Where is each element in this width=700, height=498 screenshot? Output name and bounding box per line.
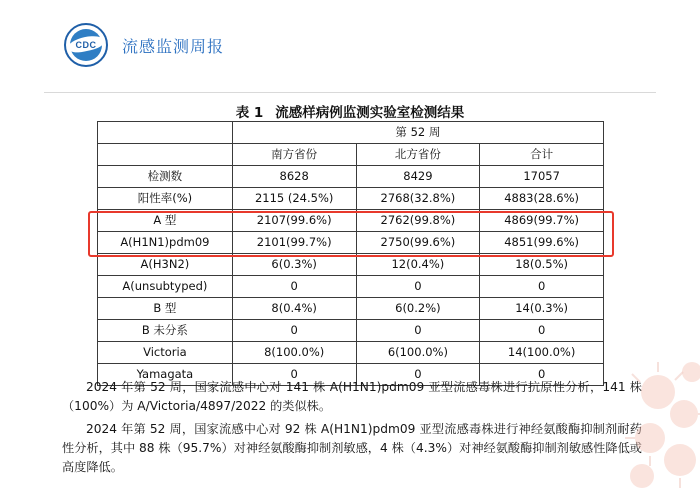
cell-unsubtyped-total: 0 [480, 276, 604, 298]
cell-positive-rate-total: 4883(28.6%) [480, 188, 604, 210]
cell-victoria-south: 8(100.0%) [232, 342, 356, 364]
cell-h3n2-south: 6(0.3%) [232, 254, 356, 276]
table-row [98, 342, 604, 364]
cell-type-b-south: 8(0.4%) [232, 298, 356, 320]
row-label-unsubtyped: A(unsubtyped) [98, 276, 233, 298]
table-header-row-region [98, 144, 604, 166]
cell-h1n1pdm09-north: 2750(99.6%) [356, 232, 480, 254]
table-row [98, 232, 604, 254]
row-label-yamagata: Yamagata [98, 364, 233, 386]
table-row [98, 210, 604, 232]
row-label-positive-rate: 阳性率(%) [98, 188, 233, 210]
table-row [98, 298, 604, 320]
table-header-row-week [98, 122, 604, 144]
row-label-victoria: Victoria [98, 342, 233, 364]
week-header-cell: 第 52 周 [232, 122, 603, 144]
document-header [0, 0, 700, 90]
region-header-south: 南方省份 [232, 144, 356, 166]
table-corner-cell-2 [98, 144, 233, 166]
table-caption [0, 101, 700, 121]
cell-unsubtyped-south: 0 [232, 276, 356, 298]
region-header-north: 北方省份 [356, 144, 480, 166]
cell-type-b-total: 14(0.3%) [480, 298, 604, 320]
row-label-detections: 检测数 [98, 166, 233, 188]
row-label-type-a: A 型 [98, 210, 233, 232]
cell-h3n2-north: 12(0.4%) [356, 254, 480, 276]
table-row [98, 166, 604, 188]
cell-b-unclassified-total: 0 [480, 320, 604, 342]
header-divider [44, 92, 656, 93]
cell-b-unclassified-north: 0 [356, 320, 480, 342]
cell-type-a-south: 2107(99.6%) [232, 210, 356, 232]
cell-detections-total: 17057 [480, 166, 604, 188]
cell-victoria-north: 6(100.0%) [356, 342, 480, 364]
region-header-total: 合计 [480, 144, 604, 166]
cell-positive-rate-south: 2115 (24.5%) [232, 188, 356, 210]
cell-yamagata-south: 0 [232, 364, 356, 386]
document-body [62, 378, 642, 481]
table-row [98, 254, 604, 276]
cell-detections-north: 8429 [356, 166, 480, 188]
logo-text: CDC [75, 40, 97, 50]
cell-type-a-total: 4869(99.7%) [480, 210, 604, 232]
logo-circle-icon [64, 23, 108, 67]
page-title: 流感监测周报 [122, 36, 225, 56]
paragraph-resistance-analysis: 2024 年第 52 周，国家流感中心对 92 株 A(H1N1)pdm09 亚型流感毒株进行神经氨酸酶抑制剂耐药性分析，其中 88 株（95.7%）对神经氨酸酶抑制剂敏感，4 株（4.3%）对神经氨酸酶抑制剂敏感性降低或高度降低。 [62, 422, 642, 474]
table-row [98, 320, 604, 342]
row-label-h3n2: A(H3N2) [98, 254, 233, 276]
cell-yamagata-total: 0 [480, 364, 604, 386]
cell-type-a-north: 2762(99.8%) [356, 210, 480, 232]
cell-b-unclassified-south: 0 [232, 320, 356, 342]
flu-surveillance-table [97, 121, 604, 386]
cell-h1n1pdm09-south: 2101(99.7%) [232, 232, 356, 254]
cell-h1n1pdm09-total: 4851(99.6%) [480, 232, 604, 254]
cell-yamagata-north: 0 [356, 364, 480, 386]
row-label-type-b: B 型 [98, 298, 233, 320]
table-corner-cell [98, 122, 233, 144]
cell-victoria-total: 14(100.0%) [480, 342, 604, 364]
cell-unsubtyped-north: 0 [356, 276, 480, 298]
cell-type-b-north: 6(0.2%) [356, 298, 480, 320]
cell-detections-south: 8628 [232, 166, 356, 188]
cell-positive-rate-north: 2768(32.8%) [356, 188, 480, 210]
cell-h3n2-total: 18(0.5%) [480, 254, 604, 276]
table-row [98, 276, 604, 298]
cdc-logo [64, 23, 108, 67]
row-label-b-unclassified: B 未分系 [98, 320, 233, 342]
table-caption-title: 流感样病例监测实验室检测结果 [275, 105, 465, 121]
paragraph-antigenic-analysis: 2024 年第 52 周，国家流感中心对 141 株 A(H1N1)pdm09 亚型流感毒株进行抗原性分析，141 株（100%）为 A/Victoria/4897/2022 的类似株。 [62, 380, 642, 413]
table-row [98, 188, 604, 210]
table-caption-label: 表 1 [235, 105, 264, 121]
row-label-h1n1pdm09: A(H1N1)pdm09 [98, 232, 233, 254]
